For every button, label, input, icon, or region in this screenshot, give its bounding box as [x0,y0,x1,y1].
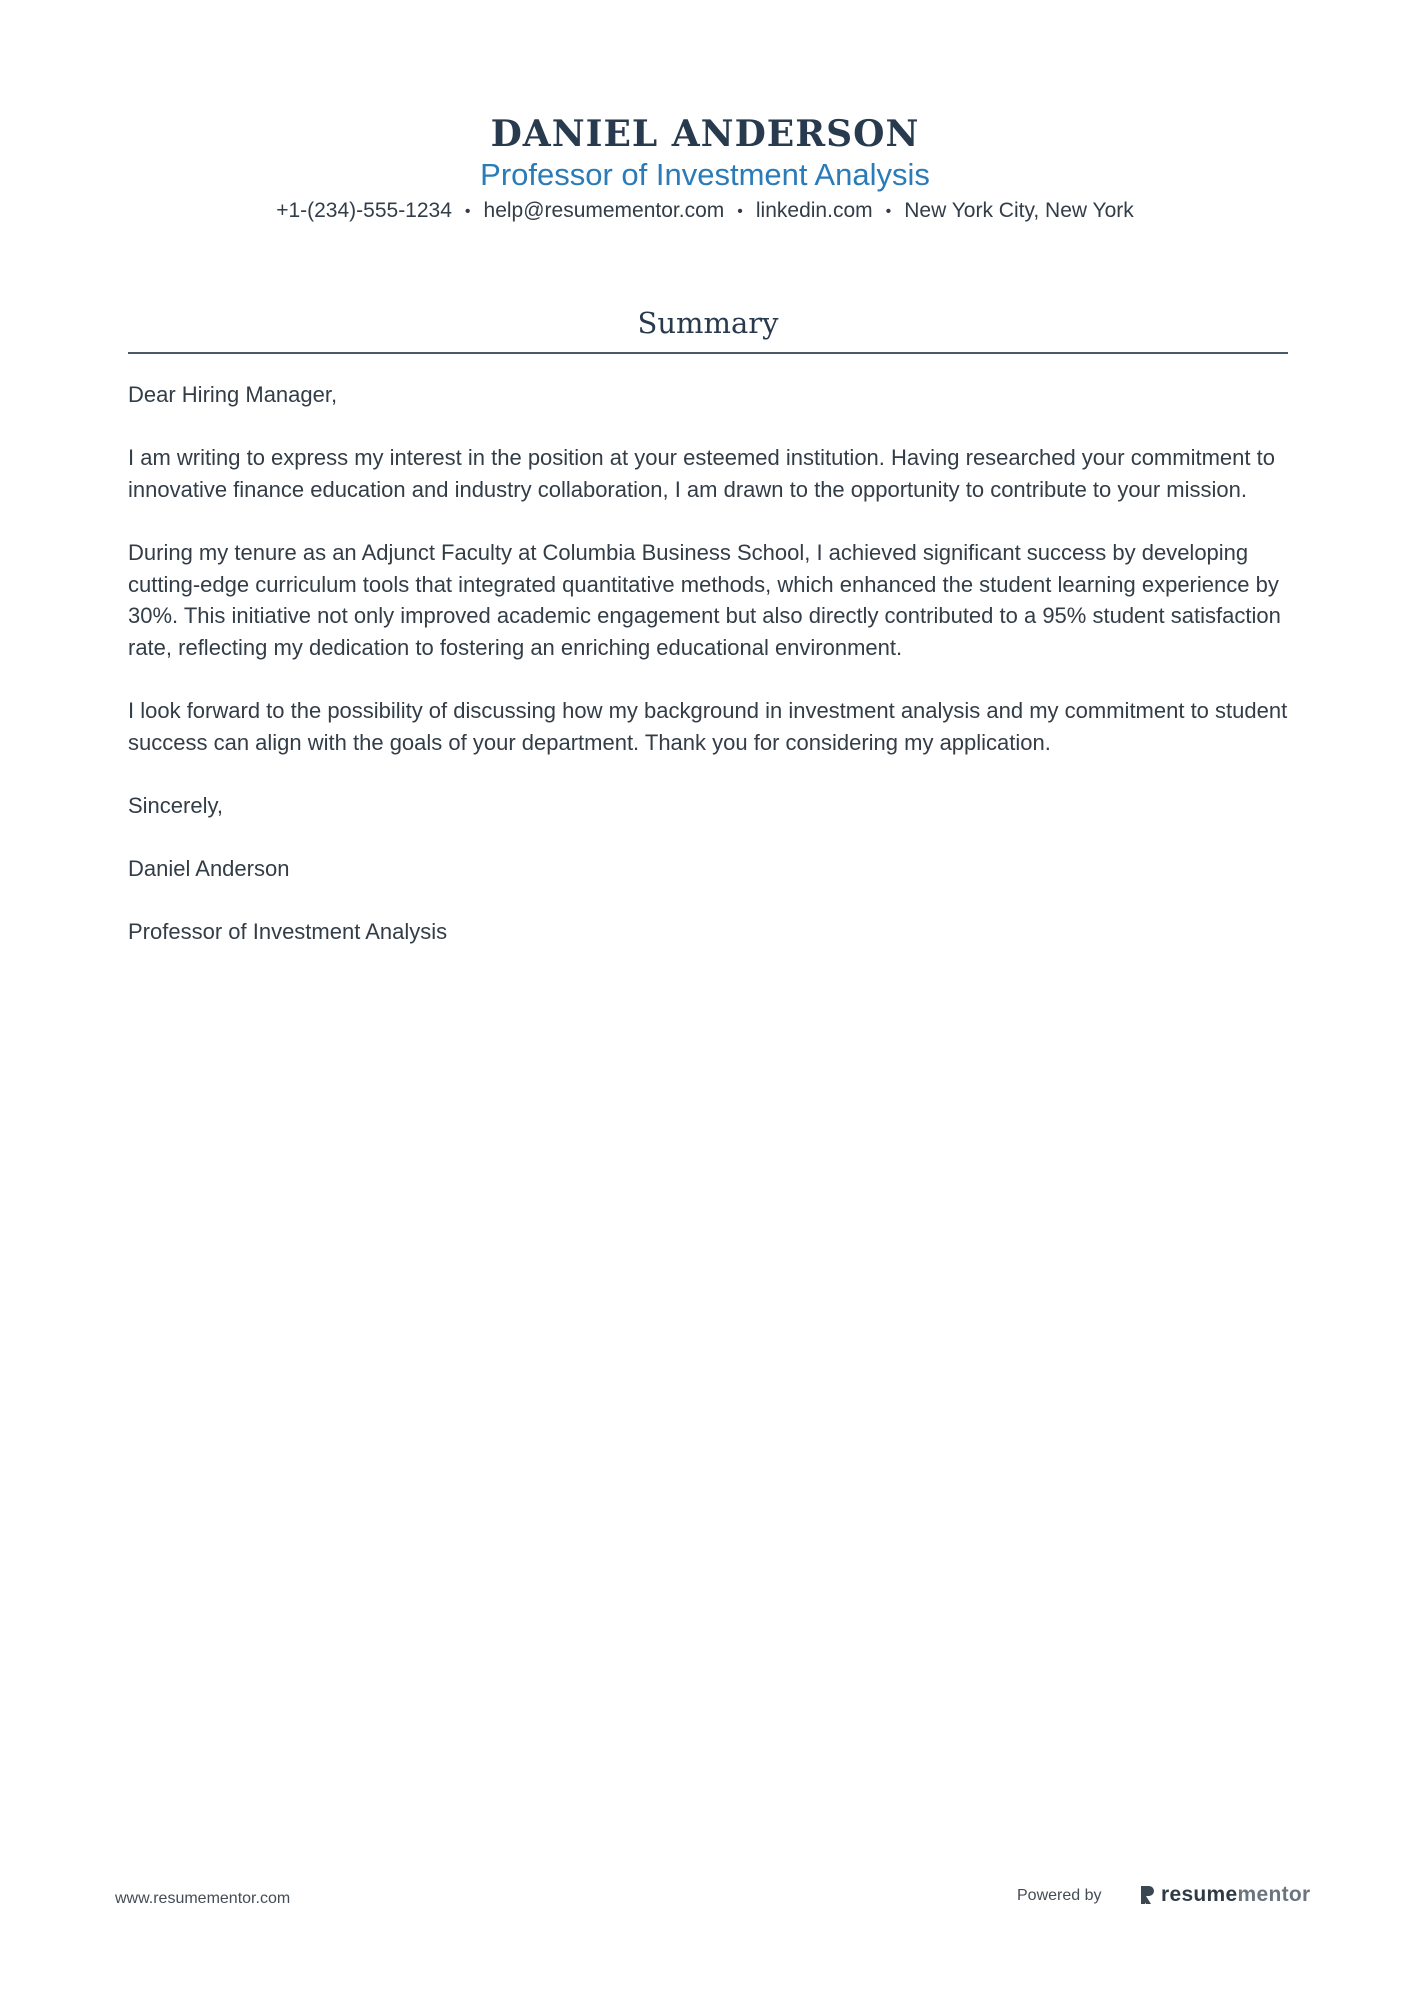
resumementor-logo-icon [1138,1884,1156,1906]
brand-name [1161,1883,1311,1907]
letter-paragraph: I look forward to the possibility of discussing how my background in investment analysis and my commitment to student success can align with the goals of your department. Thank you for considering my application. [128,697,1288,755]
letter-paragraph: I am writing to express my interest in the position at your esteemed institution. Having researched your commitment to innovative finance education and industry collaboration, I am drawn to the opportunity to contribute to your mission. [128,445,1275,502]
brand-name-part2: mentor [1237,1883,1311,1906]
footer-url[interactable]: www.resumementor.com [115,1890,291,1907]
applicant-name: DANIEL ANDERSON [490,113,920,155]
contact-location: New York City, New York [904,199,1134,222]
letter-paragraph: During my tenure as an Adjunct Faculty at Columbia Business School, I achieved significant success by developing cutting-edge curriculum tools that integrated quantitative methods, which enhanced the student learning experience by 30%. This initiative not only improved academic engagement but also directly contributed to a 95% student satisfaction rate, reflecting my dedication to fostering an enriching educational environment. [128,539,1281,660]
section-divider [128,352,1288,354]
contact-separator: • [464,203,471,220]
applicant-title: Professor of Investment Analysis [480,157,930,192]
letter-closing: Sincerely, [128,792,223,818]
powered-by-label: Powered by [1017,1887,1102,1904]
brand-name-part1: resume [1161,1883,1238,1906]
contact-email[interactable]: help@resumementor.com [483,199,725,222]
contact-phone: +1-(234)-555-1234 [276,199,452,222]
contact-line [0,196,1410,228]
contact-separator: • [737,203,743,220]
signature-name: Daniel Anderson [128,855,290,881]
contact-website[interactable]: linkedin.com [755,199,873,222]
brand-logo[interactable] [1138,1882,1311,1908]
contact-separator: • [885,203,892,220]
letter-header [0,112,1410,228]
letter-body [128,379,1293,979]
section-heading-summary: Summary [637,306,779,340]
letter-greeting: Dear Hiring Manager, [128,382,338,407]
signature-title: Professor of Investment Analysis [128,919,448,945]
